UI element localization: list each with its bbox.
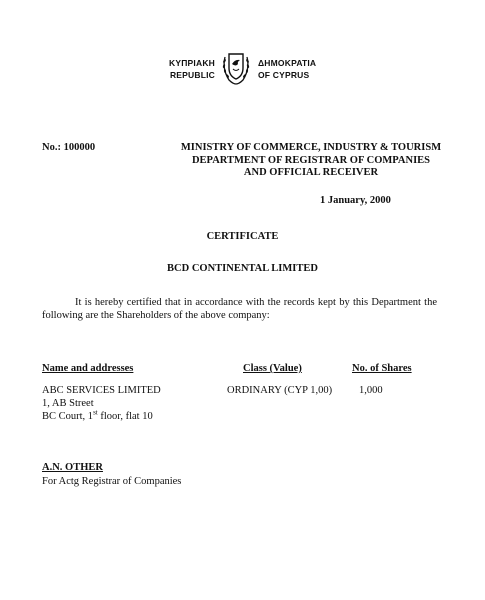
letterhead-left-text — [164, 57, 215, 81]
shareholder-name-address — [42, 384, 161, 423]
document-title: CERTIFICATE — [206, 231, 279, 242]
address-line-2-part: BC Court, 1 — [42, 411, 94, 422]
signatory-name: A.N. OTHER — [42, 462, 103, 473]
signatory-role: For Actg Registrar of Companies — [42, 476, 182, 487]
shareholder-name: ABC SERVICES LIMITED — [42, 385, 161, 396]
cyprus-coat-of-arms-icon — [219, 49, 253, 87]
letterhead-greek-republic: ΚΥΠΡΙΑΚΗ — [169, 58, 215, 68]
letterhead-greek-democracy: ΔΗΜΟΚΡΑΤΙΑ — [258, 58, 317, 68]
certificate-date: 1 January, 2000 — [320, 195, 391, 206]
ministry-line-1: MINISTRY OF COMMERCE, INDUSTRY & TOURISM — [180, 142, 442, 153]
letterhead-right-text — [258, 57, 316, 81]
shareholder-share-count: 1,000 — [359, 385, 383, 396]
shareholder-address-line-2 — [42, 410, 161, 423]
column-header-name: Name and addresses — [42, 363, 134, 374]
letterhead-english-republic: REPUBLIC — [169, 70, 215, 80]
letterhead-english-cyprus: OF CYPRUS — [258, 70, 310, 80]
ministry-line-3: AND OFFICIAL RECEIVER — [243, 167, 379, 178]
shareholder-address-line-1: 1, AB Street — [42, 398, 94, 409]
address-line-2-rest: floor, flat 10 — [97, 411, 153, 422]
company-name: BCD CONTINENTAL LIMITED — [167, 263, 318, 274]
column-header-shares: No. of Shares — [352, 363, 412, 374]
column-header-class: Class (Value) — [243, 363, 302, 374]
shareholder-class-value: ORDINARY (CYP 1,00) — [227, 385, 333, 396]
certification-statement: It is hereby certified that in accordance with the records kept by this Department the following are the Shareholders of the above company: — [42, 297, 437, 321]
certificate-number: No.: 100000 — [42, 142, 96, 153]
ministry-block — [176, 142, 446, 180]
ministry-line-2: DEPARTMENT OF REGISTRAR OF COMPANIES — [191, 154, 431, 166]
address-ordinal-suffix: st — [93, 408, 98, 417]
